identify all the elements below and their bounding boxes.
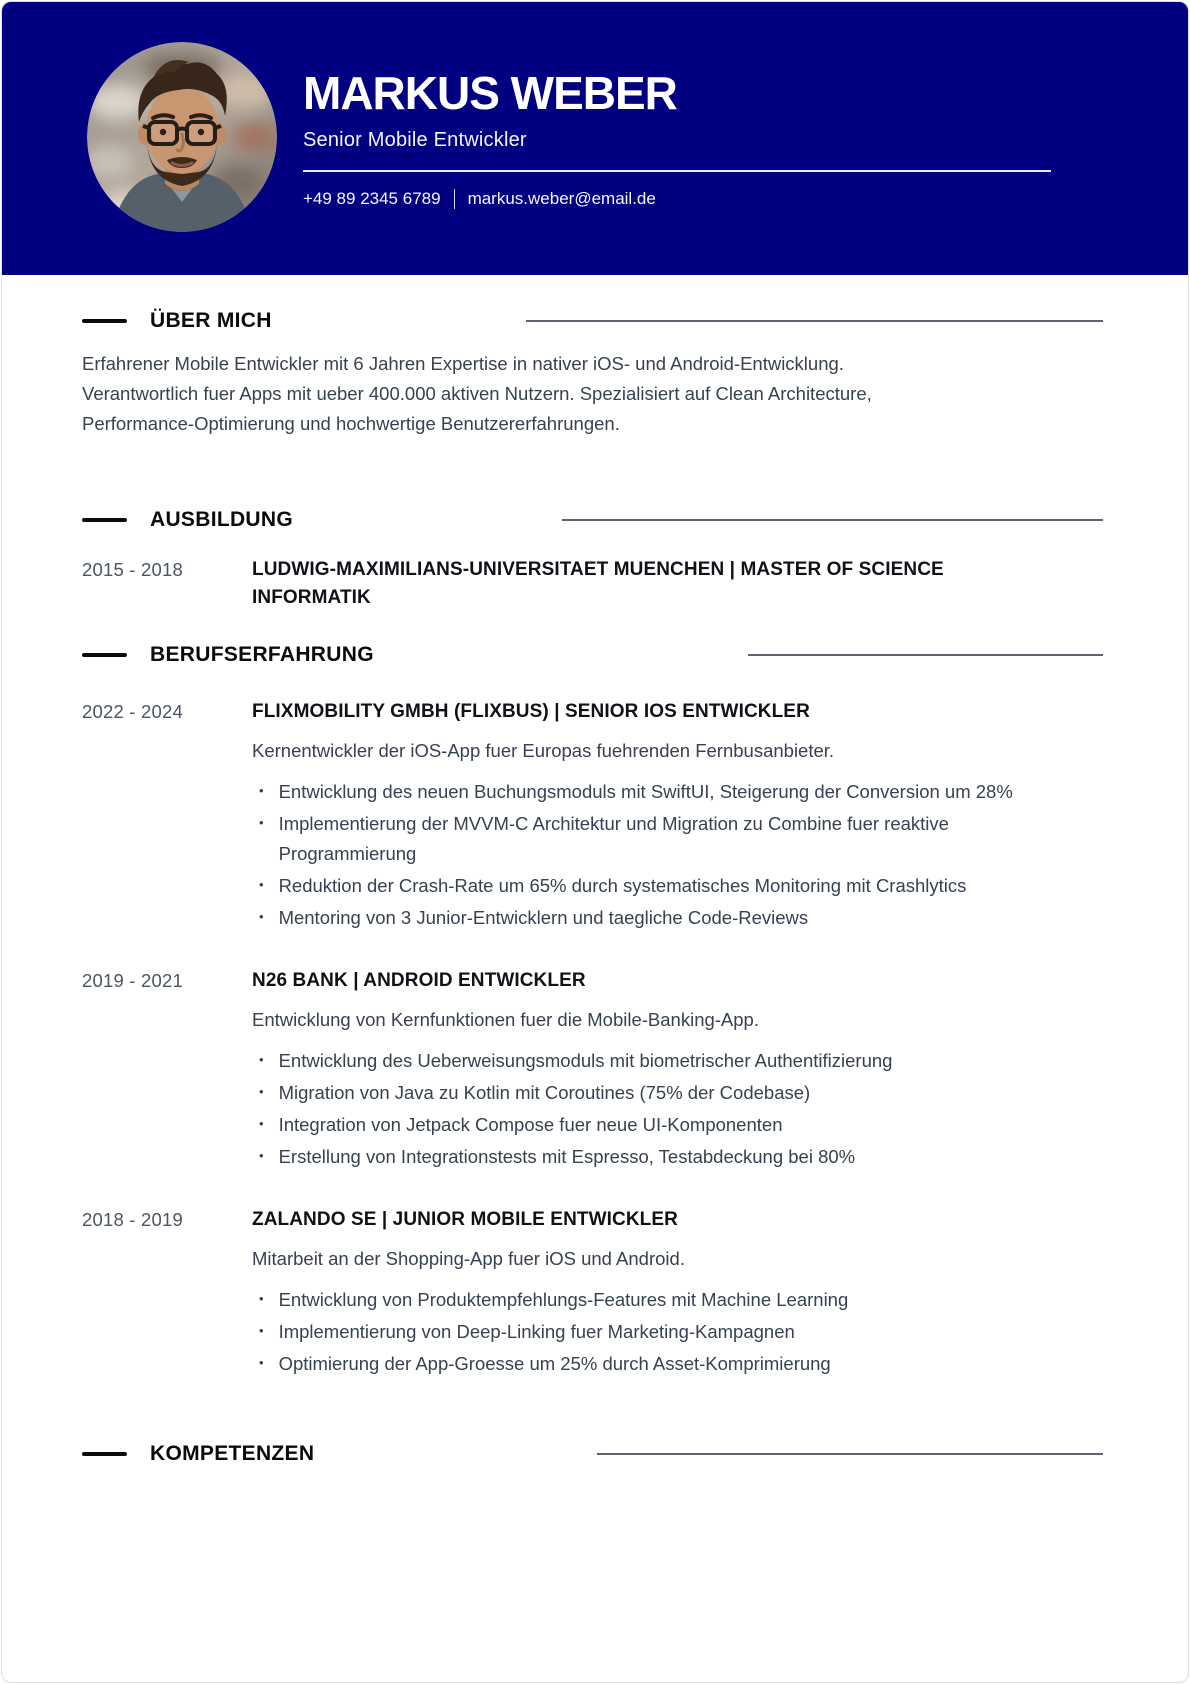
contact-separator — [454, 189, 455, 209]
bullet-icon: • — [259, 1084, 264, 1099]
skills-empty-area — [82, 1467, 1103, 1683]
job-title: FLIXMOBILITY GMBH (FLIXBUS) | SENIOR IOS ENTWICKLER — [252, 701, 810, 722]
section-title-education: AUSBILDUNG — [150, 508, 293, 531]
section-title-skills: KOMPETENZEN — [150, 1442, 315, 1465]
header-divider-line — [303, 170, 1051, 172]
section-rule — [748, 654, 1103, 656]
job-bullet-list — [252, 777, 1019, 933]
profile-photo — [87, 42, 277, 232]
section-rule — [562, 519, 1103, 521]
job-bullet: • Entwicklung des Ueberweisungsmoduls mit biometrischer Authentifizierung — [259, 1046, 1019, 1076]
resume-body — [2, 308, 1188, 1683]
bullet-icon: • — [259, 1148, 264, 1163]
contact-info — [303, 189, 1188, 209]
section-header-about — [82, 308, 1103, 334]
section-dash-icon — [82, 518, 127, 522]
person-name: MARKUS WEBER — [303, 66, 677, 119]
job-period: 2022 - 2024 — [82, 701, 183, 722]
section-title-about: ÜBER MICH — [150, 309, 272, 332]
section-dash-icon — [82, 319, 127, 323]
bullet-icon: • — [259, 1323, 264, 1338]
bullet-icon: • — [259, 877, 264, 892]
section-dash-icon — [82, 1452, 127, 1456]
job-period: 2019 - 2021 — [82, 970, 183, 991]
bullet-icon: • — [259, 1116, 264, 1131]
job-bullet: • Integration von Jetpack Compose fuer neue UI-Komponenten — [259, 1110, 1019, 1140]
bullet-icon: • — [259, 815, 264, 830]
profile-photo-image — [87, 42, 277, 232]
job-details — [252, 698, 1103, 933]
job-details — [252, 967, 1103, 1172]
job-title: ZALANDO SE | JUNIOR MOBILE ENTWICKLER — [252, 1209, 678, 1230]
person-job-title: Senior Mobile Entwickler — [303, 128, 527, 151]
job-bullet: • Erstellung von Integrationstests mit Espresso, Testabdeckung bei 80% — [259, 1142, 1019, 1172]
about-text: Erfahrener Mobile Entwickler mit 6 Jahren Expertise in nativer iOS- und Android-Entwicklung. Verantwortlich fuer Apps mit ueber 400.000 aktiven Nutzern. Spezialisiert auf Clean Architecture, Performance-Optimierung und hochwertige Benutzererfahrungen. — [82, 353, 872, 434]
job-entry — [82, 698, 1103, 933]
job-period: 2018 - 2019 — [82, 1209, 183, 1230]
job-bullet: • Entwicklung von Produktempfehlungs-Features mit Machine Learning — [259, 1285, 1019, 1315]
resume-page — [1, 1, 1189, 1683]
email-address: markus.weber@email.de — [467, 188, 656, 208]
resume-header — [2, 2, 1188, 275]
job-bullet: • Mentoring von 3 Junior-Entwicklern und taegliche Code-Reviews — [259, 903, 1019, 933]
education-entry — [82, 556, 1103, 612]
job-title: N26 BANK | ANDROID ENTWICKLER — [252, 970, 586, 991]
section-rule — [526, 320, 1103, 322]
job-entry — [82, 967, 1103, 1172]
bullet-icon: • — [259, 909, 264, 924]
phone-number: +49 89 2345 6789 — [303, 188, 441, 208]
job-entry — [82, 1206, 1103, 1379]
job-summary: Entwicklung von Kernfunktionen fuer die Mobile-Banking-App. — [252, 1009, 759, 1030]
job-bullet: • Optimierung der App-Groesse um 25% durch Asset-Komprimierung — [259, 1349, 1019, 1379]
job-bullet: • Implementierung der MVVM-C Architektur und Migration zu Combine fuer reaktive Programmierung — [259, 809, 1019, 869]
section-header-education — [82, 507, 1103, 533]
job-summary: Kernentwickler der iOS-App fuer Europas fuehrenden Fernbusanbieter. — [252, 740, 835, 761]
bullet-icon: • — [259, 1355, 264, 1370]
education-period: 2015 - 2018 — [82, 559, 183, 580]
job-bullet-list — [252, 1046, 1019, 1172]
section-title-experience: BERUFSERFAHRUNG — [150, 643, 374, 666]
section-header-skills — [82, 1441, 1103, 1467]
job-bullet: • Implementierung von Deep-Linking fuer Marketing-Kampagnen — [259, 1317, 1019, 1347]
job-bullet: • Migration von Java zu Kotlin mit Coroutines (75% der Codebase) — [259, 1078, 1019, 1108]
bullet-icon: • — [259, 1052, 264, 1067]
education-title: LUDWIG-MAXIMILIANS-UNIVERSITAET MUENCHEN | MASTER OF SCIENCE INFORMATIK — [252, 559, 944, 608]
job-bullet: • Reduktion der Crash-Rate um 65% durch systematisches Monitoring mit Crashlytics — [259, 871, 1019, 901]
section-rule — [597, 1453, 1103, 1455]
bullet-icon: • — [259, 1291, 264, 1306]
job-summary: Mitarbeit an der Shopping-App fuer iOS und Android. — [252, 1248, 685, 1269]
section-header-experience — [82, 642, 1103, 668]
bullet-icon: • — [259, 783, 264, 798]
job-bullet: • Entwicklung des neuen Buchungsmoduls mit SwiftUI, Steigerung der Conversion um 28% — [259, 777, 1019, 807]
header-text-block — [303, 66, 1188, 209]
section-dash-icon — [82, 653, 127, 657]
job-details — [252, 1206, 1103, 1379]
job-bullet-list — [252, 1285, 1019, 1379]
